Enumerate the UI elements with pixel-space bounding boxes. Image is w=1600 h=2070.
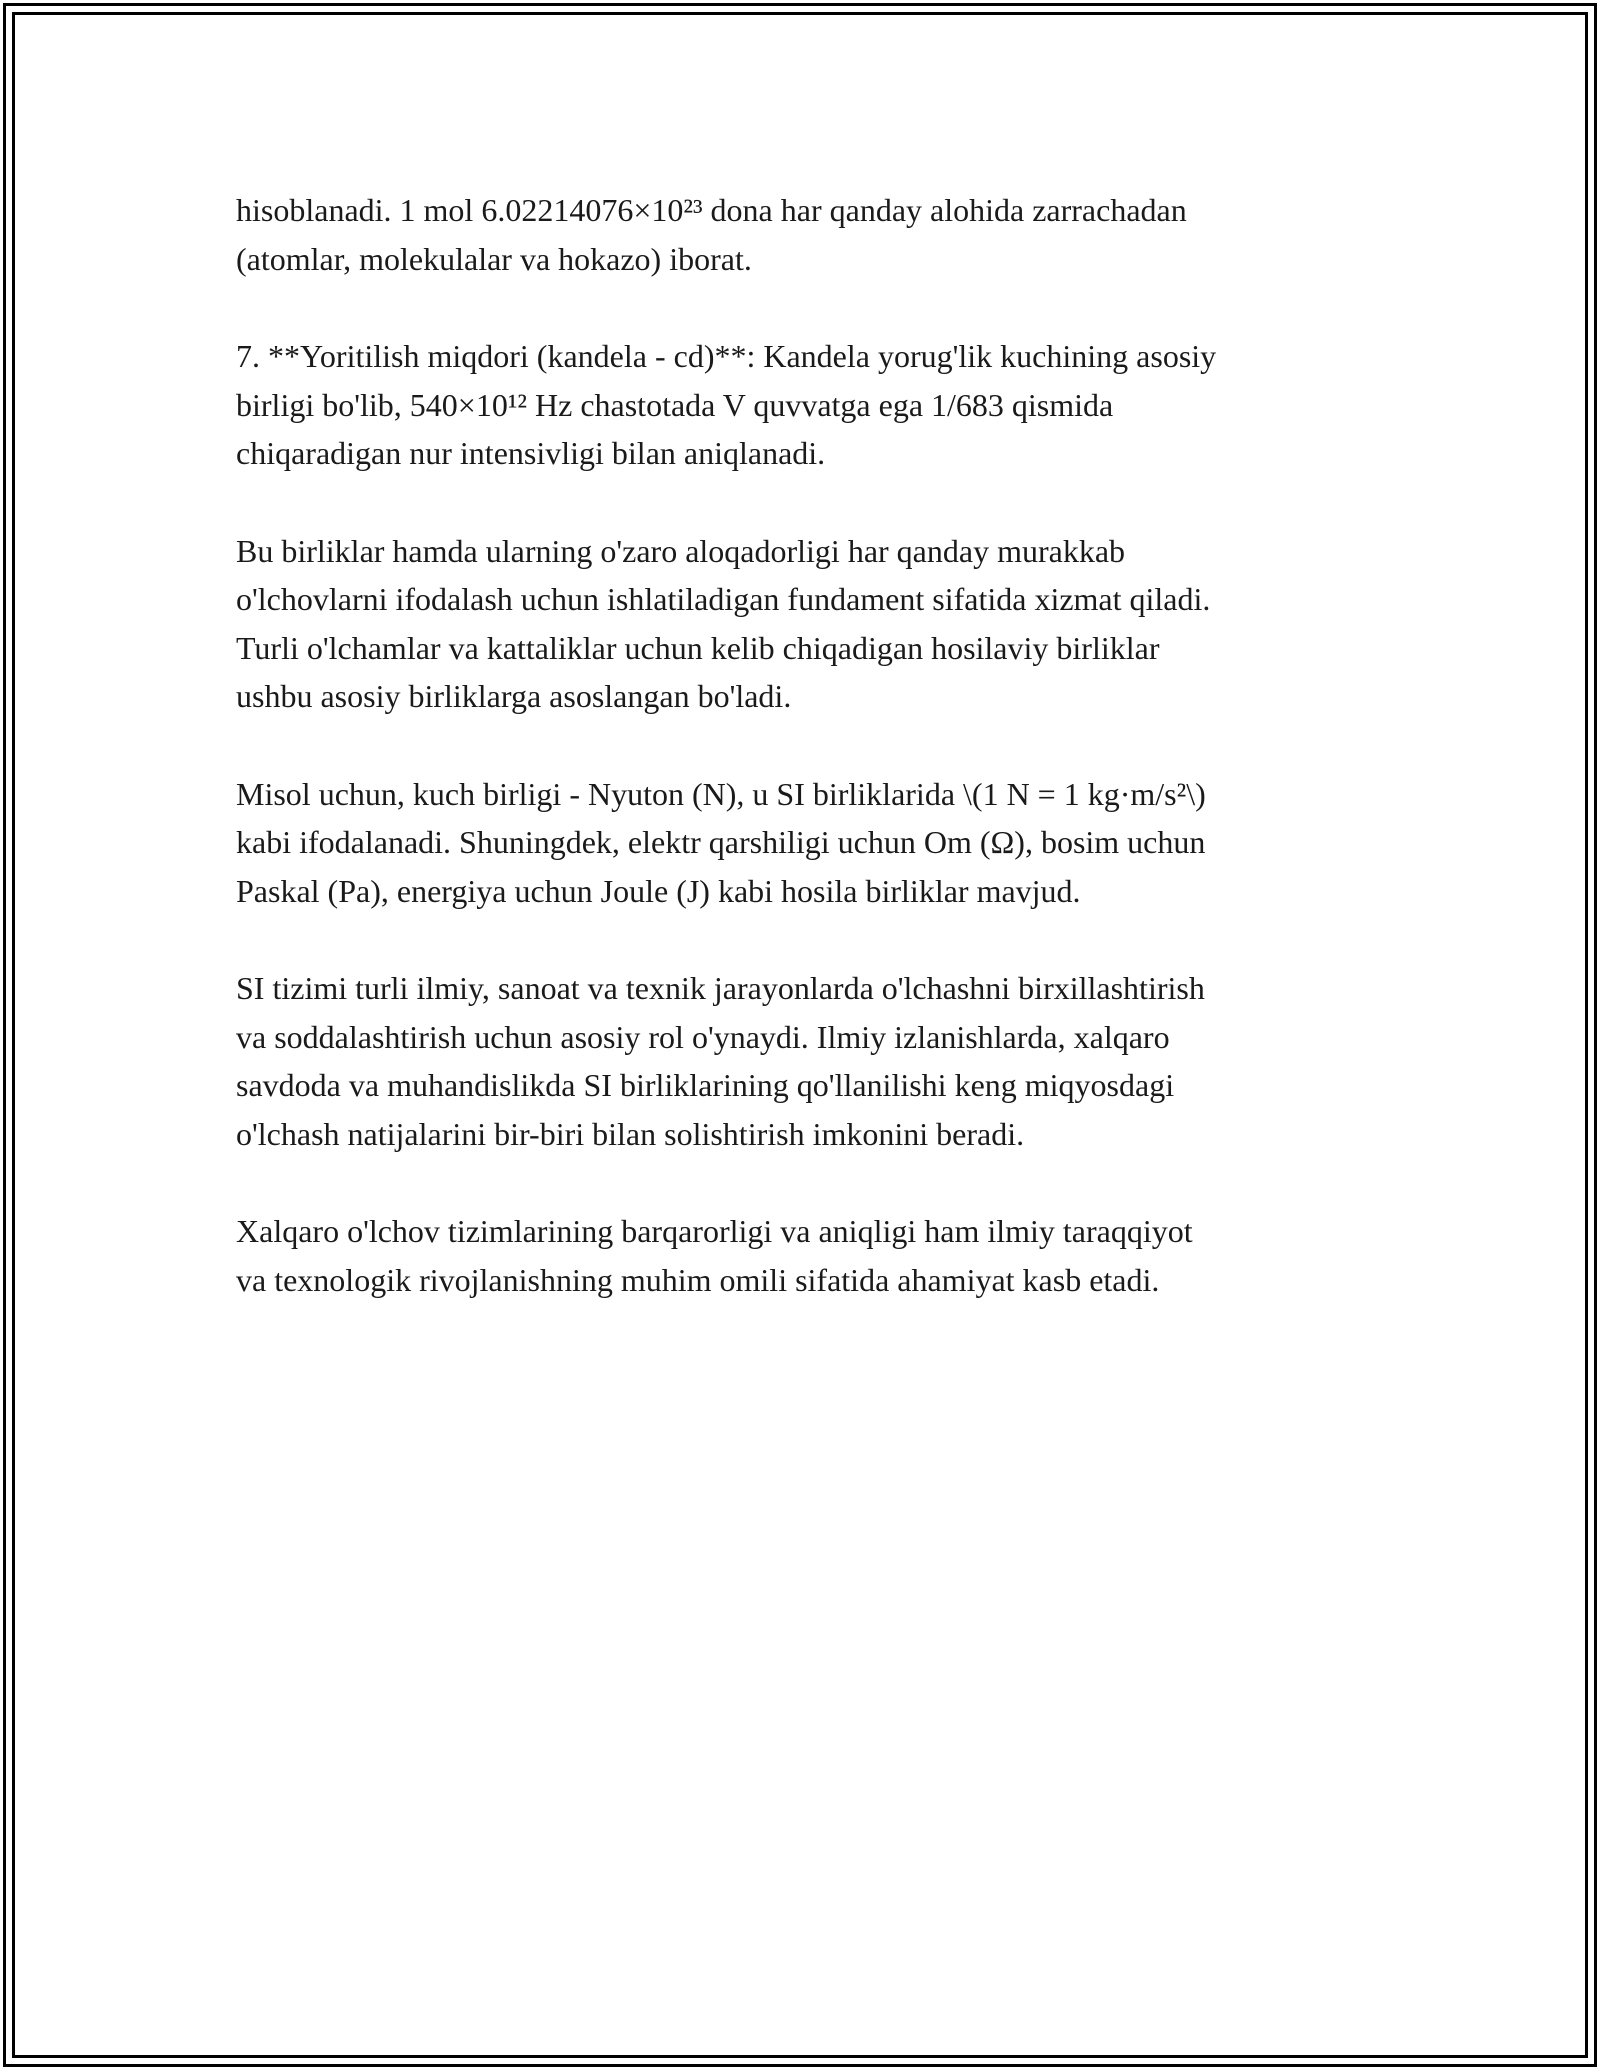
paragraph-mol-definition xyxy=(236,186,1376,283)
text-line: o'lchash natijalarini bir-biri bilan solishtirish imkonini beradi. xyxy=(236,1115,1025,1152)
paragraph-si-role xyxy=(236,964,1376,1158)
paragraph-derived-units xyxy=(236,770,1376,916)
text-line: Xalqaro o'lchov tizimlarining barqarorligi va aniqligi ham ilmiy taraqqiyot xyxy=(236,1213,1193,1249)
text-line: 7. **Yoritilish miqdori (kandela - cd)**: Kandela yorug'lik kuchining asosiy xyxy=(236,338,1217,374)
text-line: (atomlar, molekulalar va hokazo) iborat. xyxy=(236,240,752,277)
text-line: Paskal (Pa), energiya uchun Joule (J) kabi hosila birliklar mavjud. xyxy=(236,872,1081,909)
document-body xyxy=(236,186,1376,1353)
text-line: SI tizimi turli ilmiy, sanoat va texnik jarayonlarda o'lchashni birxillashtirish xyxy=(236,970,1205,1006)
text-line: ushbu asosiy birliklarga asoslangan bo'ladi. xyxy=(236,678,792,714)
text-line: o'lchovlarni ifodalash uchun ishlatiladigan fundament sifatida xizmat qiladi. xyxy=(236,581,1211,617)
text-line: va texnologik rivojlanishning muhim omili sifatida ahamiyat kasb etadi. xyxy=(236,1261,1160,1298)
paragraph-candela xyxy=(236,332,1376,478)
text-line: birligi bo'lib, 540×10¹² Hz chastotada V quvvatga ega 1/683 qismida xyxy=(236,386,1114,423)
text-line: chiqaradigan nur intensivligi bilan aniqlanadi. xyxy=(236,435,826,471)
text-line: savdoda va muhandislikda SI birliklarining qo'llanilishi keng miqyosdagi xyxy=(236,1067,1175,1103)
text-line: Bu birliklar hamda ularning o'zaro aloqadorligi har qanday murakkab xyxy=(236,532,1126,569)
paragraph-conclusion xyxy=(236,1207,1376,1304)
text-line: kabi ifodalanadi. Shuningdek, elektr qarshiligi uchun Om (Ω), bosim uchun xyxy=(236,824,1206,860)
text-line: Misol uchun, kuch birligi - Nyuton (N), u SI birliklarida \(1 N = 1 kg·m/s²\) xyxy=(236,775,1206,812)
text-line: hisoblanadi. 1 mol 6.02214076×10²³ dona har qanday alohida zarrachadan xyxy=(236,192,1187,228)
text-line: Turli o'lchamlar va kattaliklar uchun kelib chiqadigan hosilaviy birliklar xyxy=(236,629,1160,666)
text-line: va soddalashtirish uchun asosiy rol o'ynaydi. Ilmiy izlanishlarda, xalqaro xyxy=(236,1018,1170,1055)
paragraph-base-units xyxy=(236,527,1376,721)
